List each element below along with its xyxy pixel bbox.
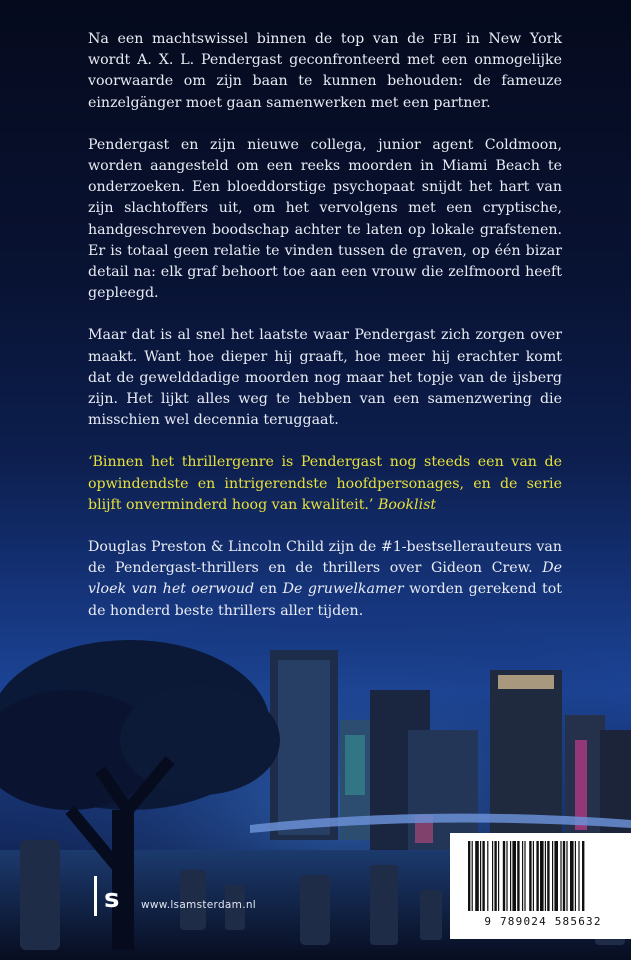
blurb-paragraph-3: Maar dat is al snel het laatste waar Pendergast zich zorgen over maakt. Want hoe dieper hij graaft, hoe meer hij erachter komt dat de gewelddadige moorden nog maar het topje van de ijsberg zijn. Het lijkt alles weg te hebben van een samenzwering die misschien wel decennia teruggaat.	[88, 327, 562, 429]
quote-source: Booklist	[377, 496, 437, 513]
barcode-bar	[547, 841, 549, 911]
barcode-bar	[578, 841, 579, 911]
p1-part-b: in New York wordt A. X. L. Pendergast geconfronteerd met een onmogelijke voorwaarde om zijn baan te kunnen behouden: de fameuze einzelgänger moet gaan samenwerken met een partner.	[88, 31, 562, 111]
isbn-barcode	[450, 833, 631, 939]
logo-letter: s	[104, 884, 120, 914]
p1-part-a: Na een machtswissel binnen de top van de	[88, 31, 434, 47]
p4-part-a: Douglas Preston & Lincoln Child zijn de #1-bestsellerauteurs van de Pendergast-thrillers en de thrillers over Gideon Crew.	[88, 539, 562, 577]
book-title-1: De vloek van het oerwoud	[88, 560, 562, 598]
barcode-bar	[487, 841, 488, 911]
p4-part-c: worden gerekend tot de honderd beste thrillers aller tijden.	[88, 581, 562, 619]
publisher-logo	[90, 872, 130, 922]
barcode-bar	[512, 841, 516, 911]
barcode-bar	[560, 841, 561, 911]
isbn-number: 9 789024 585632	[484, 915, 602, 928]
barcode-bar	[582, 841, 584, 911]
barcode-bar	[503, 841, 505, 911]
barcode-bar	[575, 841, 576, 911]
barcode-bar	[494, 841, 496, 911]
p4-part-b: en	[254, 581, 283, 598]
barcode-bar	[506, 841, 507, 911]
barcode-bar	[545, 841, 546, 911]
barcode-bar	[480, 841, 481, 911]
barcode-bar	[563, 841, 565, 911]
barcode-bar	[468, 841, 470, 911]
barcode-bar	[533, 841, 534, 911]
barcode-bar	[498, 841, 499, 911]
barcode-bar	[566, 841, 567, 911]
publisher-url: www.lsamsterdam.nl	[141, 899, 257, 911]
author-paragraph	[88, 537, 562, 622]
barcode-bar	[472, 841, 473, 911]
barcode-bar	[524, 841, 525, 911]
barcode-bar	[570, 841, 574, 911]
barcode-bar	[482, 841, 484, 911]
review-quote	[88, 452, 562, 516]
blurb-paragraph-1	[88, 28, 562, 114]
fbi-acronym: FBI	[433, 31, 458, 46]
barcode-bar	[517, 841, 519, 911]
barcode-bar	[475, 841, 479, 911]
logo-bar	[94, 876, 97, 916]
barcode-bar	[510, 841, 511, 911]
barcode-bar	[552, 841, 553, 911]
book-title-2: De gruwelkamer	[282, 581, 404, 598]
blurb-paragraph-2: Pendergast en zijn nieuwe collega, junior agent Coldmoon, worden aangesteld om een reeks moorden in Miami Beach te onderzoeken. Een bloeddorstige psychopaat snijdt het hart van zijn slachtoffers uit, om het vervolgens met een cryptische, handgeschreven boodschap achter te laten op lokale grafstenen. Er is totaal geen relatie te vinden tussen de graven, op één bizar detail na: elk graf behoort toe aan een vrouw die zelfmoord heeft gepleegd.	[88, 136, 562, 302]
barcode-bars	[468, 841, 620, 911]
barcode-bar	[536, 841, 538, 911]
barcode-bar	[492, 841, 493, 911]
quote-text: ‘Binnen het thrillergenre is Pendergast nog steeds een van de opwindendste en intrigerendste hoofdpersonages, en de serie blijft onverminderd hoog van kwaliteit.’	[88, 454, 562, 513]
barcode-bar	[540, 841, 544, 911]
back-cover-text	[88, 28, 562, 643]
barcode-bar	[522, 841, 523, 911]
barcode-bar	[554, 841, 558, 911]
barcode-bar	[529, 841, 531, 911]
